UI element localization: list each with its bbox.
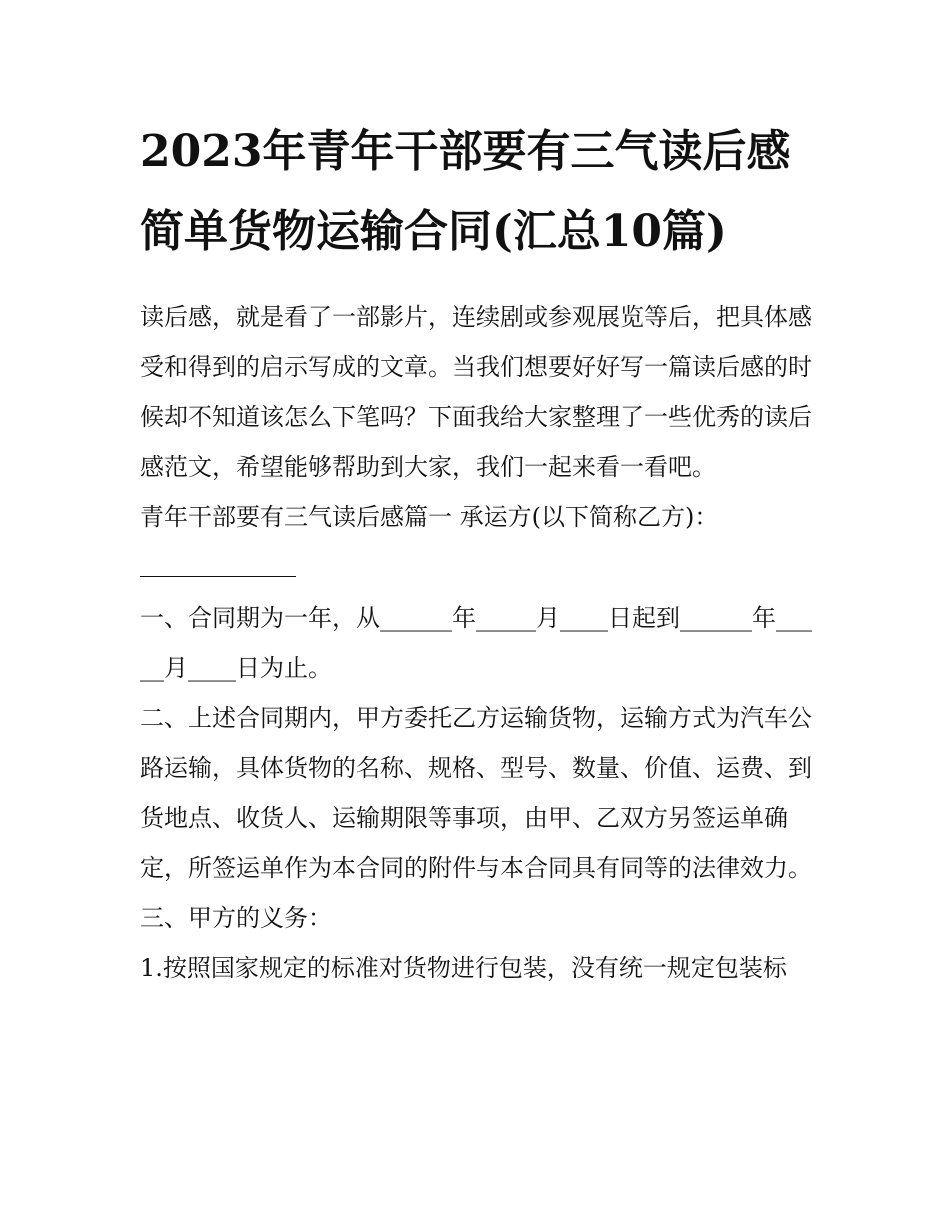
clause-obligations-heading: 三、甲方的义务：	[140, 904, 332, 932]
clause-scope: 二、上述合同期内，甲方委托乙方运输货物，运输方式为汽车公路运输，具体货物的名称、规格、型号、数量、价值、运费、到货地点、收货人、运输期限等事项，由甲、乙双方另签运单确定，所签运单作为本合同的附件与本合同具有同等的法律效力。	[140, 704, 812, 882]
clause-item-packaging: 1.按照国家规定的标准对货物进行包装，没有统一规定包装标	[140, 954, 787, 982]
document-title: 2023年青年干部要有三气读后感 简单货物运输合同(汇总10篇)	[140, 126, 791, 257]
clause-term: 一、合同期为一年，从______年_____月____日起到______年_____月____日为止。	[140, 604, 812, 682]
intro-paragraph: 读后感，就是看了一部影片，连续剧或参观展览等后，把具体感受和得到的启示写成的文章。当我们想要好好写一篇读后感的时候却不知道该怎么下笔吗？下面我给大家整理了一些优秀的读后感范文，希望能够帮助到大家，我们一起来看一看吧。	[140, 303, 812, 481]
section-heading-paragraph: 青年干部要有三气读后感篇一 承运方(以下简称乙方)：	[140, 503, 719, 531]
fill-in-blank-line	[140, 542, 296, 577]
document-page	[140, 112, 812, 993]
document-body	[140, 292, 812, 993]
